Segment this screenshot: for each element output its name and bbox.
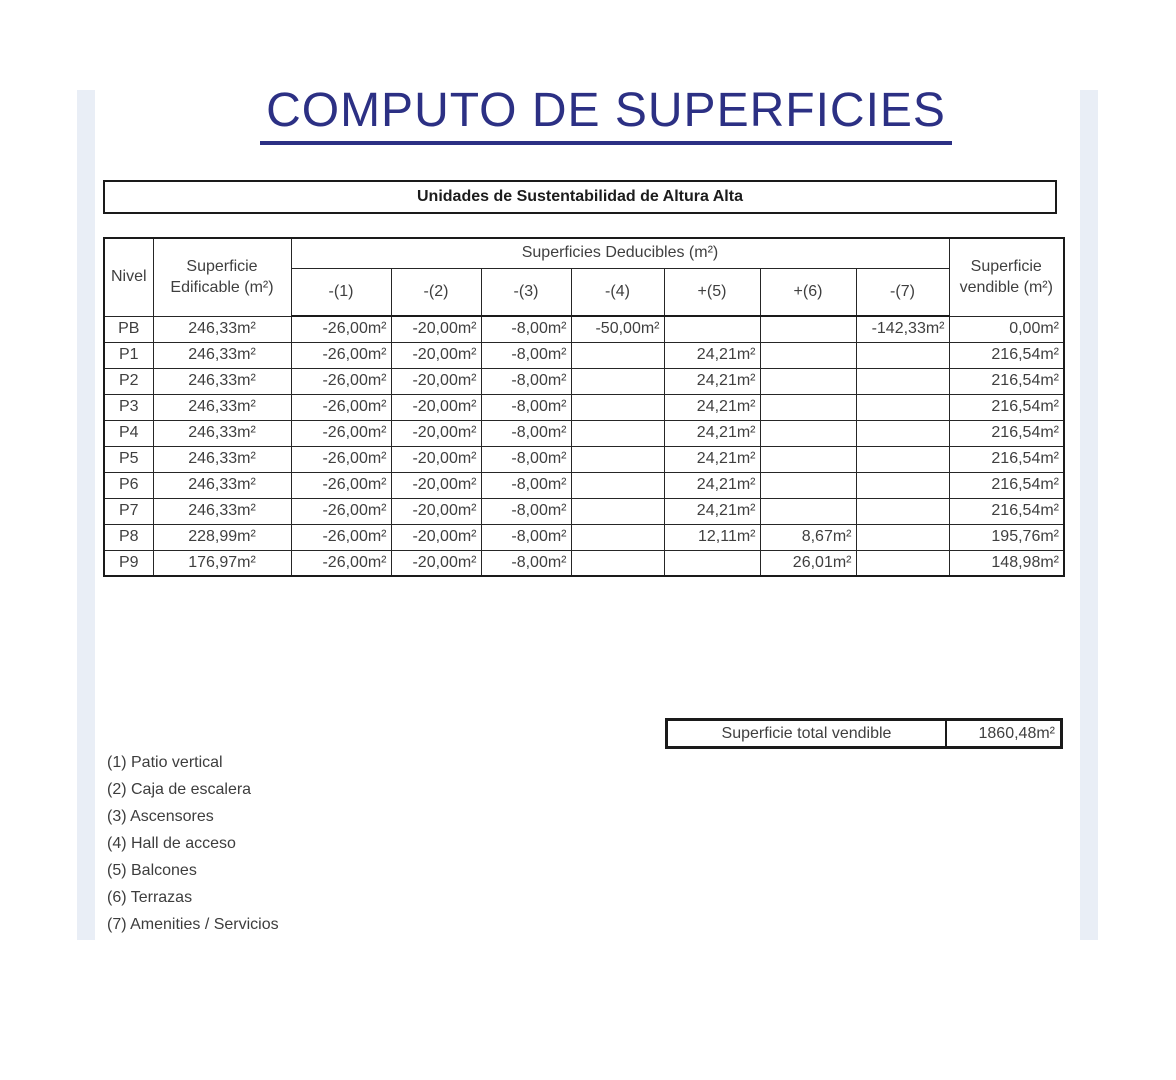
- cell-d7: [856, 472, 949, 498]
- page-edge-left: [77, 90, 95, 940]
- table-row: [104, 472, 1064, 498]
- table-row: [104, 524, 1064, 550]
- footnote-item: (4) Hall de acceso: [107, 835, 236, 852]
- cell-d7: [856, 550, 949, 576]
- header-nivel: Nivel: [104, 238, 153, 316]
- cell-d4: [571, 420, 664, 446]
- cell-vendible: 216,54m²: [949, 446, 1064, 472]
- cell-d6: [760, 368, 856, 394]
- cell-nivel: P1: [104, 342, 153, 368]
- cell-d1: -26,00m²: [291, 472, 391, 498]
- page-edge-right: [1080, 90, 1098, 940]
- subtitle-text: Unidades de Sustentabilidad de Altura Alta: [417, 188, 743, 205]
- cell-d6: 8,67m²: [760, 524, 856, 550]
- cell-d7: [856, 524, 949, 550]
- cell-d4: -50,00m²: [571, 316, 664, 342]
- table-row: [104, 368, 1064, 394]
- cell-edificable: 246,33m²: [153, 420, 291, 446]
- cell-d3: -8,00m²: [481, 524, 571, 550]
- cell-d3: -8,00m²: [481, 316, 571, 342]
- cell-d6: [760, 498, 856, 524]
- cell-d2: -20,00m²: [391, 342, 481, 368]
- cell-d5: 12,11m²: [664, 524, 760, 550]
- surfaces-table: [103, 237, 1065, 577]
- footnote-item: (7) Amenities / Servicios: [107, 916, 279, 933]
- cell-d5: 24,21m²: [664, 498, 760, 524]
- cell-d7: [856, 368, 949, 394]
- title-wrap: [36, 86, 1176, 145]
- page-title: COMPUTO DE SUPERFICIES: [260, 86, 952, 145]
- cell-d7: [856, 420, 949, 446]
- cell-d7: -142,33m²: [856, 316, 949, 342]
- cell-d5: 24,21m²: [664, 368, 760, 394]
- cell-edificable: 246,33m²: [153, 446, 291, 472]
- cell-d1: -26,00m²: [291, 550, 391, 576]
- header-edificable-line2: Edificable (m²): [170, 279, 274, 297]
- table-body: [104, 316, 1064, 576]
- cell-d6: [760, 394, 856, 420]
- footnote-item: (5) Balcones: [107, 862, 197, 879]
- cell-edificable: 176,97m²: [153, 550, 291, 576]
- cell-d7: [856, 342, 949, 368]
- table-row: [104, 498, 1064, 524]
- cell-edificable: 246,33m²: [153, 394, 291, 420]
- cell-d3: -8,00m²: [481, 498, 571, 524]
- cell-d5: 24,21m²: [664, 420, 760, 446]
- cell-nivel: P5: [104, 446, 153, 472]
- cell-d5: [664, 550, 760, 576]
- table-row: [104, 316, 1064, 342]
- header-edificable-line1: Superficie: [186, 257, 258, 275]
- cell-d5: 24,21m²: [664, 342, 760, 368]
- cell-d3: -8,00m²: [481, 342, 571, 368]
- cell-d2: -20,00m²: [391, 446, 481, 472]
- cell-d4: [571, 446, 664, 472]
- cell-d6: [760, 472, 856, 498]
- header-vendible-line2: vendible (m²): [959, 279, 1053, 297]
- cell-d5: 24,21m²: [664, 394, 760, 420]
- cell-d2: -20,00m²: [391, 420, 481, 446]
- cell-d2: -20,00m²: [391, 550, 481, 576]
- cell-edificable: 228,99m²: [153, 524, 291, 550]
- cell-edificable: 246,33m²: [153, 368, 291, 394]
- total-value: 1860,48m²: [978, 724, 1055, 742]
- cell-d3: -8,00m²: [481, 368, 571, 394]
- cell-d1: -26,00m²: [291, 316, 391, 342]
- cell-d1: -26,00m²: [291, 394, 391, 420]
- cell-d7: [856, 446, 949, 472]
- cell-d4: [571, 472, 664, 498]
- cell-vendible: 148,98m²: [949, 550, 1064, 576]
- cell-vendible: 216,54m²: [949, 342, 1064, 368]
- cell-d4: [571, 368, 664, 394]
- cell-d1: -26,00m²: [291, 446, 391, 472]
- cell-d3: -8,00m²: [481, 420, 571, 446]
- header-col-2: -(2): [391, 268, 481, 316]
- cell-d6: [760, 420, 856, 446]
- cell-d6: 26,01m²: [760, 550, 856, 576]
- cell-d6: [760, 446, 856, 472]
- cell-edificable: 246,33m²: [153, 316, 291, 342]
- header-deducibles: Superficies Deducibles (m²): [291, 238, 949, 268]
- total-label: Superficie total vendible: [668, 721, 947, 746]
- cell-nivel: P2: [104, 368, 153, 394]
- header-col-3: -(3): [481, 268, 571, 316]
- cell-d6: [760, 316, 856, 342]
- cell-nivel: PB: [104, 316, 153, 342]
- header-edificable: [153, 238, 291, 316]
- cell-d1: -26,00m²: [291, 524, 391, 550]
- cell-edificable: 246,33m²: [153, 472, 291, 498]
- cell-d1: -26,00m²: [291, 498, 391, 524]
- cell-d5: 24,21m²: [664, 472, 760, 498]
- cell-edificable: 246,33m²: [153, 342, 291, 368]
- table-row: [104, 420, 1064, 446]
- cell-d1: -26,00m²: [291, 342, 391, 368]
- footnotes: [107, 749, 279, 938]
- cell-d2: -20,00m²: [391, 316, 481, 342]
- cell-edificable: 246,33m²: [153, 498, 291, 524]
- cell-nivel: P7: [104, 498, 153, 524]
- cell-d7: [856, 394, 949, 420]
- cell-d3: -8,00m²: [481, 550, 571, 576]
- cell-d2: -20,00m²: [391, 368, 481, 394]
- table-row: [104, 446, 1064, 472]
- cell-nivel: P6: [104, 472, 153, 498]
- header-col-4: -(4): [571, 268, 664, 316]
- cell-vendible: 0,00m²: [949, 316, 1064, 342]
- cell-nivel: P4: [104, 420, 153, 446]
- cell-d3: -8,00m²: [481, 394, 571, 420]
- header-col-5: +(5): [664, 268, 760, 316]
- cell-d4: [571, 550, 664, 576]
- cell-d5: 24,21m²: [664, 446, 760, 472]
- cell-d4: [571, 342, 664, 368]
- header-col-7: -(7): [856, 268, 949, 316]
- cell-vendible: 216,54m²: [949, 394, 1064, 420]
- table-row: [104, 342, 1064, 368]
- footnote-item: (3) Ascensores: [107, 808, 214, 825]
- cell-d7: [856, 498, 949, 524]
- header-col-6: +(6): [760, 268, 856, 316]
- cell-d6: [760, 342, 856, 368]
- cell-d2: -20,00m²: [391, 394, 481, 420]
- footnote-item: (1) Patio vertical: [107, 754, 223, 771]
- subtitle-box: [103, 180, 1057, 214]
- cell-d2: -20,00m²: [391, 472, 481, 498]
- cell-nivel: P9: [104, 550, 153, 576]
- cell-vendible: 216,54m²: [949, 498, 1064, 524]
- header-vendible: [949, 238, 1064, 316]
- cell-d3: -8,00m²: [481, 472, 571, 498]
- table-row: [104, 394, 1064, 420]
- cell-vendible: 216,54m²: [949, 472, 1064, 498]
- cell-vendible: 216,54m²: [949, 420, 1064, 446]
- cell-d4: [571, 498, 664, 524]
- header-col-1: -(1): [291, 268, 391, 316]
- header-vendible-line1: Superficie: [970, 257, 1042, 275]
- cell-d1: -26,00m²: [291, 368, 391, 394]
- footnote-item: (2) Caja de escalera: [107, 781, 252, 798]
- cell-vendible: 216,54m²: [949, 368, 1064, 394]
- cell-d5: [664, 316, 760, 342]
- cell-vendible: 195,76m²: [949, 524, 1064, 550]
- cell-nivel: P8: [104, 524, 153, 550]
- cell-d1: -26,00m²: [291, 420, 391, 446]
- cell-d2: -20,00m²: [391, 524, 481, 550]
- footnote-item: (6) Terrazas: [107, 889, 193, 906]
- cell-nivel: P3: [104, 394, 153, 420]
- table-row: [104, 550, 1064, 576]
- cell-d4: [571, 394, 664, 420]
- total-box: [665, 718, 1063, 749]
- cell-d2: -20,00m²: [391, 498, 481, 524]
- cell-d3: -8,00m²: [481, 446, 571, 472]
- cell-d4: [571, 524, 664, 550]
